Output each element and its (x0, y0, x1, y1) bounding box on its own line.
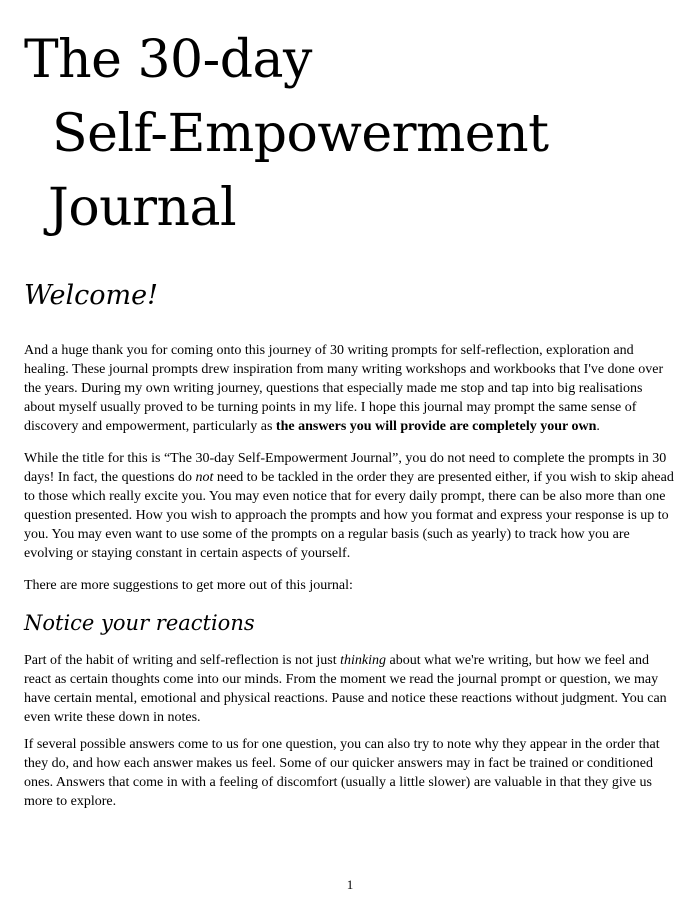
reactions-text-b: about what we're writing, but how we feel and react as certain thoughts come into our minds. From the moment we read the journal prompt or question, we may have certain mental, emotional and physical reactions. Pause and notice these reactions without judgment. You can even write these down in notes. (24, 653, 667, 725)
reactions-paragraph (24, 651, 674, 727)
intro-paragraph (24, 341, 674, 436)
title-note-text-a: While the title for this is “The 30-day Self-Empowerment Journal”, you do not need to complete the prompts in 30 days! In fact, the questions do (24, 451, 667, 485)
title-note-emphasis: not (195, 470, 214, 485)
intro-bold-text: the answers you will provide are completely your own (275, 419, 597, 434)
title-note-paragraph (24, 449, 674, 563)
notice-reactions-heading: Notice your reactions (24, 611, 255, 635)
answers-paragraph: If several possible answers come to us for one question, you can also try to note why they appear in the order that they do, and how each answer makes us feel. Some of our quicker answers may in fact be trained or conditioned ones. Answers that come in with a feeling of discomfort (usually a little slower) are valuable in that they give us more to explore. (24, 737, 660, 809)
title-line-2: Self-Empowerment (52, 104, 549, 164)
intro-end: . (596, 419, 600, 434)
intro-text: And a huge thank you for coming onto this journey of 30 writing prompts for self-reflection, exploration and healing. These journal prompts drew inspiration from many writing workshops and workbooks that I've done over the years. During my own writing journey, questions that especially made me stop and tap into big realisations about myself usually proved to be turning points in my life. I hope this journal may prompt the same sense of discovery and empowerment, particularly as (24, 343, 664, 434)
welcome-heading: Welcome! (24, 280, 158, 311)
title-line-1: The 30-day (24, 30, 312, 90)
title-note-text-b: need to be tackled in the order they are presented either, if you wish to skip ahead to those which really excite you. You may even notice that for every daily prompt, there can be also more than one question presented. How you wish to approach the prompts and how you format and express your response is up to you. You may even want to use some of the prompts on a regular basis (such as yearly) to track how you are evolving or staying constant in certain aspects of yourself. (24, 470, 674, 561)
reactions-text-a: Part of the habit of writing and self-reflection is not just (24, 653, 341, 668)
suggestions-intro-paragraph: There are more suggestions to get more out of this journal: (24, 578, 353, 593)
page-number: 1 (346, 877, 354, 892)
title-line-3: Journal (48, 178, 237, 238)
reactions-emphasis: thinking (340, 653, 386, 668)
